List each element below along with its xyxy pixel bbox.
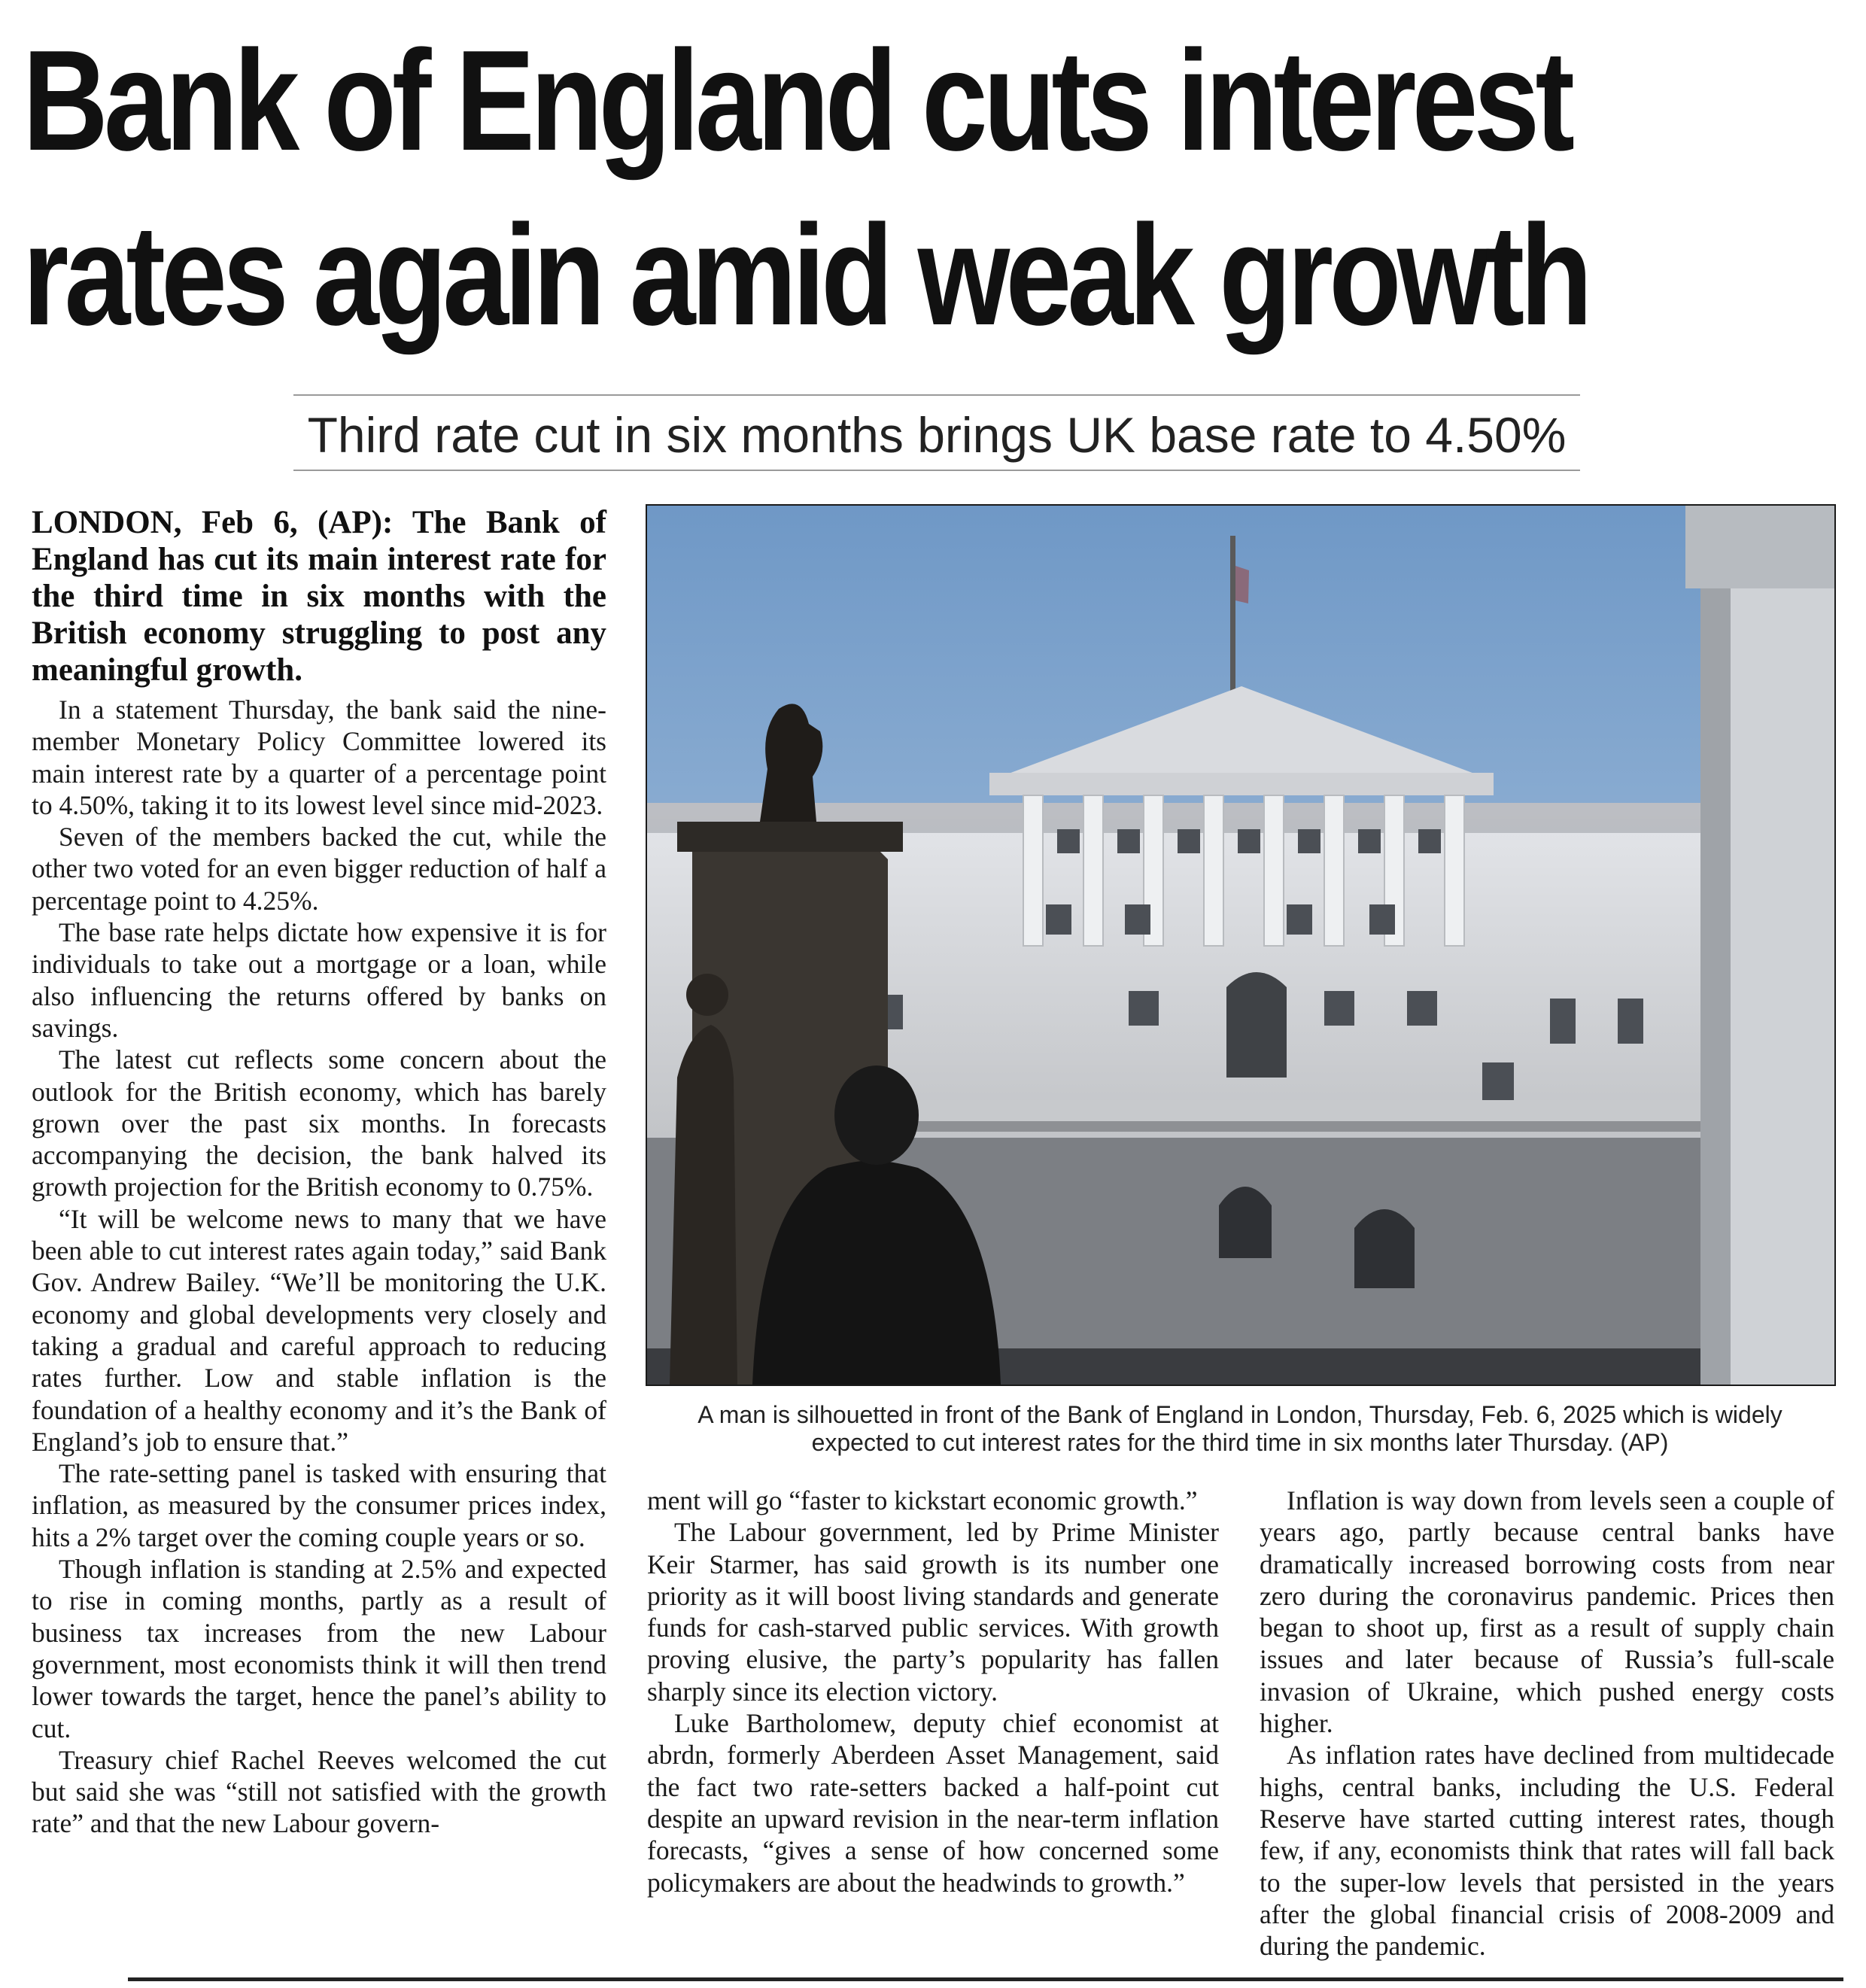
photo-caption: A man is silhouetted in front of the Bank of England in London, Thursday, Feb. 6, 2025 which is widely expected to cut interest rates for the third time in six months later Thursday. (AP) bbox=[697, 1401, 1782, 1456]
paragraph: Inflation is way down from levels seen a couple of years ago, partly because central banks have dramatically increased borrowing costs from near zero during the coronavirus pandemic. Prices then began to shoot up, first as a result of supply chain issues and later because of Russia’s full-scale invasion of Ukraine, which pushed energy costs higher. bbox=[1260, 1485, 1834, 1739]
news-photo bbox=[646, 504, 1836, 1386]
headline-line-2: rates again amid weak growth bbox=[23, 196, 1588, 355]
paragraph: The latest cut reflects some concern about the outlook for the British economy, which has barely grown over the past six months. In forecasts accompanying the decision, the bank halved its growth projection for the British economy to 0.75%. bbox=[32, 1044, 606, 1202]
headline bbox=[23, 14, 1846, 363]
headline-line-1: Bank of England cuts interest bbox=[23, 21, 1571, 181]
body-column-1 bbox=[32, 694, 606, 1840]
paragraph: Luke Bartholomew, deputy chief economist at abrdn, formerly Aberdeen Asset Management, said the fact two rate-setters backed a half-point cut despite an upward revision in the near-term inflation forecasts, “gives a sense of how concerned some policymakers are about the headwinds to growth.” bbox=[647, 1708, 1219, 1898]
paragraph: The rate-setting panel is tasked with ensuring that inflation, as measured by the consumer prices index, hits a 2% target over the coming couple years or so. bbox=[32, 1458, 606, 1552]
paragraph: As inflation rates have declined from multidecade highs, central banks, including the U.S. Federal Reserve have started cutting interest rates, though few, if any, economists think that rates will fall back to the super-low levels that persisted in the years after the global financial crisis of 2008-2009 and during the pandemic. bbox=[1260, 1740, 1834, 1962]
subheadline: Third rate cut in six months brings UK base rate to 4.50% bbox=[307, 407, 1567, 463]
paragraph: Seven of the members backed the cut, while the other two voted for an even bigger reduction of half a percentage point to 4.25%. bbox=[32, 822, 606, 916]
paragraph: ment will go “faster to kickstart economic growth.” bbox=[647, 1485, 1198, 1515]
paragraph: The Labour government, led by Prime Minister Keir Starmer, has said growth is its number one priority as it will boost living standards and generate funds for cash-starved public services. With growth proving elusive, the party’s popularity has fallen sharply since its election victory. bbox=[647, 1517, 1219, 1707]
paragraph: Treasury chief Rachel Reeves welcomed the cut but said she was “still not satisfied with the growth rate” and that the new Labour govern- bbox=[32, 1744, 606, 1839]
deck-top-rule bbox=[293, 394, 1580, 396]
paragraph: Though inflation is standing at 2.5% and expected to rise in coming months, partly as a result of business tax increases from the new Labour government, most economists think it will then trend lower towards the target, hence the panel’s ability to cut. bbox=[32, 1554, 606, 1743]
lead-paragraph: LONDON, Feb 6, (AP): The Bank of England has cut its main interest rate for the third time in six months with the British economy struggling to post any meaningful growth. bbox=[32, 505, 606, 688]
body-column-3 bbox=[1260, 1485, 1834, 1962]
paragraph: The base rate helps dictate how expensive it is for individuals to take out a mortgage or a loan, while also influencing the returns offered by banks on savings. bbox=[32, 917, 606, 1043]
paragraph: In a statement Thursday, the bank said the nine-member Monetary Policy Committee lowered its main interest rate by a quarter of a percentage point to 4.50%, taking it to its lowest level since mid-2023. bbox=[32, 695, 606, 820]
body-column-2 bbox=[647, 1485, 1219, 1898]
deck-bottom-rule bbox=[293, 470, 1580, 471]
paragraph: “It will be welcome news to many that we have been able to cut interest rates again today,” said Bank Gov. Andrew Bailey. “We’ll be monitoring the U.K. economy and global developments very closely and taking a gradual and careful approach to reducing rates further. Low and stable inflation is the foundation of a healthy economy and it’s the Bank of England’s job to ensure that.” bbox=[32, 1203, 606, 1457]
bottom-rule bbox=[128, 1977, 1843, 1981]
